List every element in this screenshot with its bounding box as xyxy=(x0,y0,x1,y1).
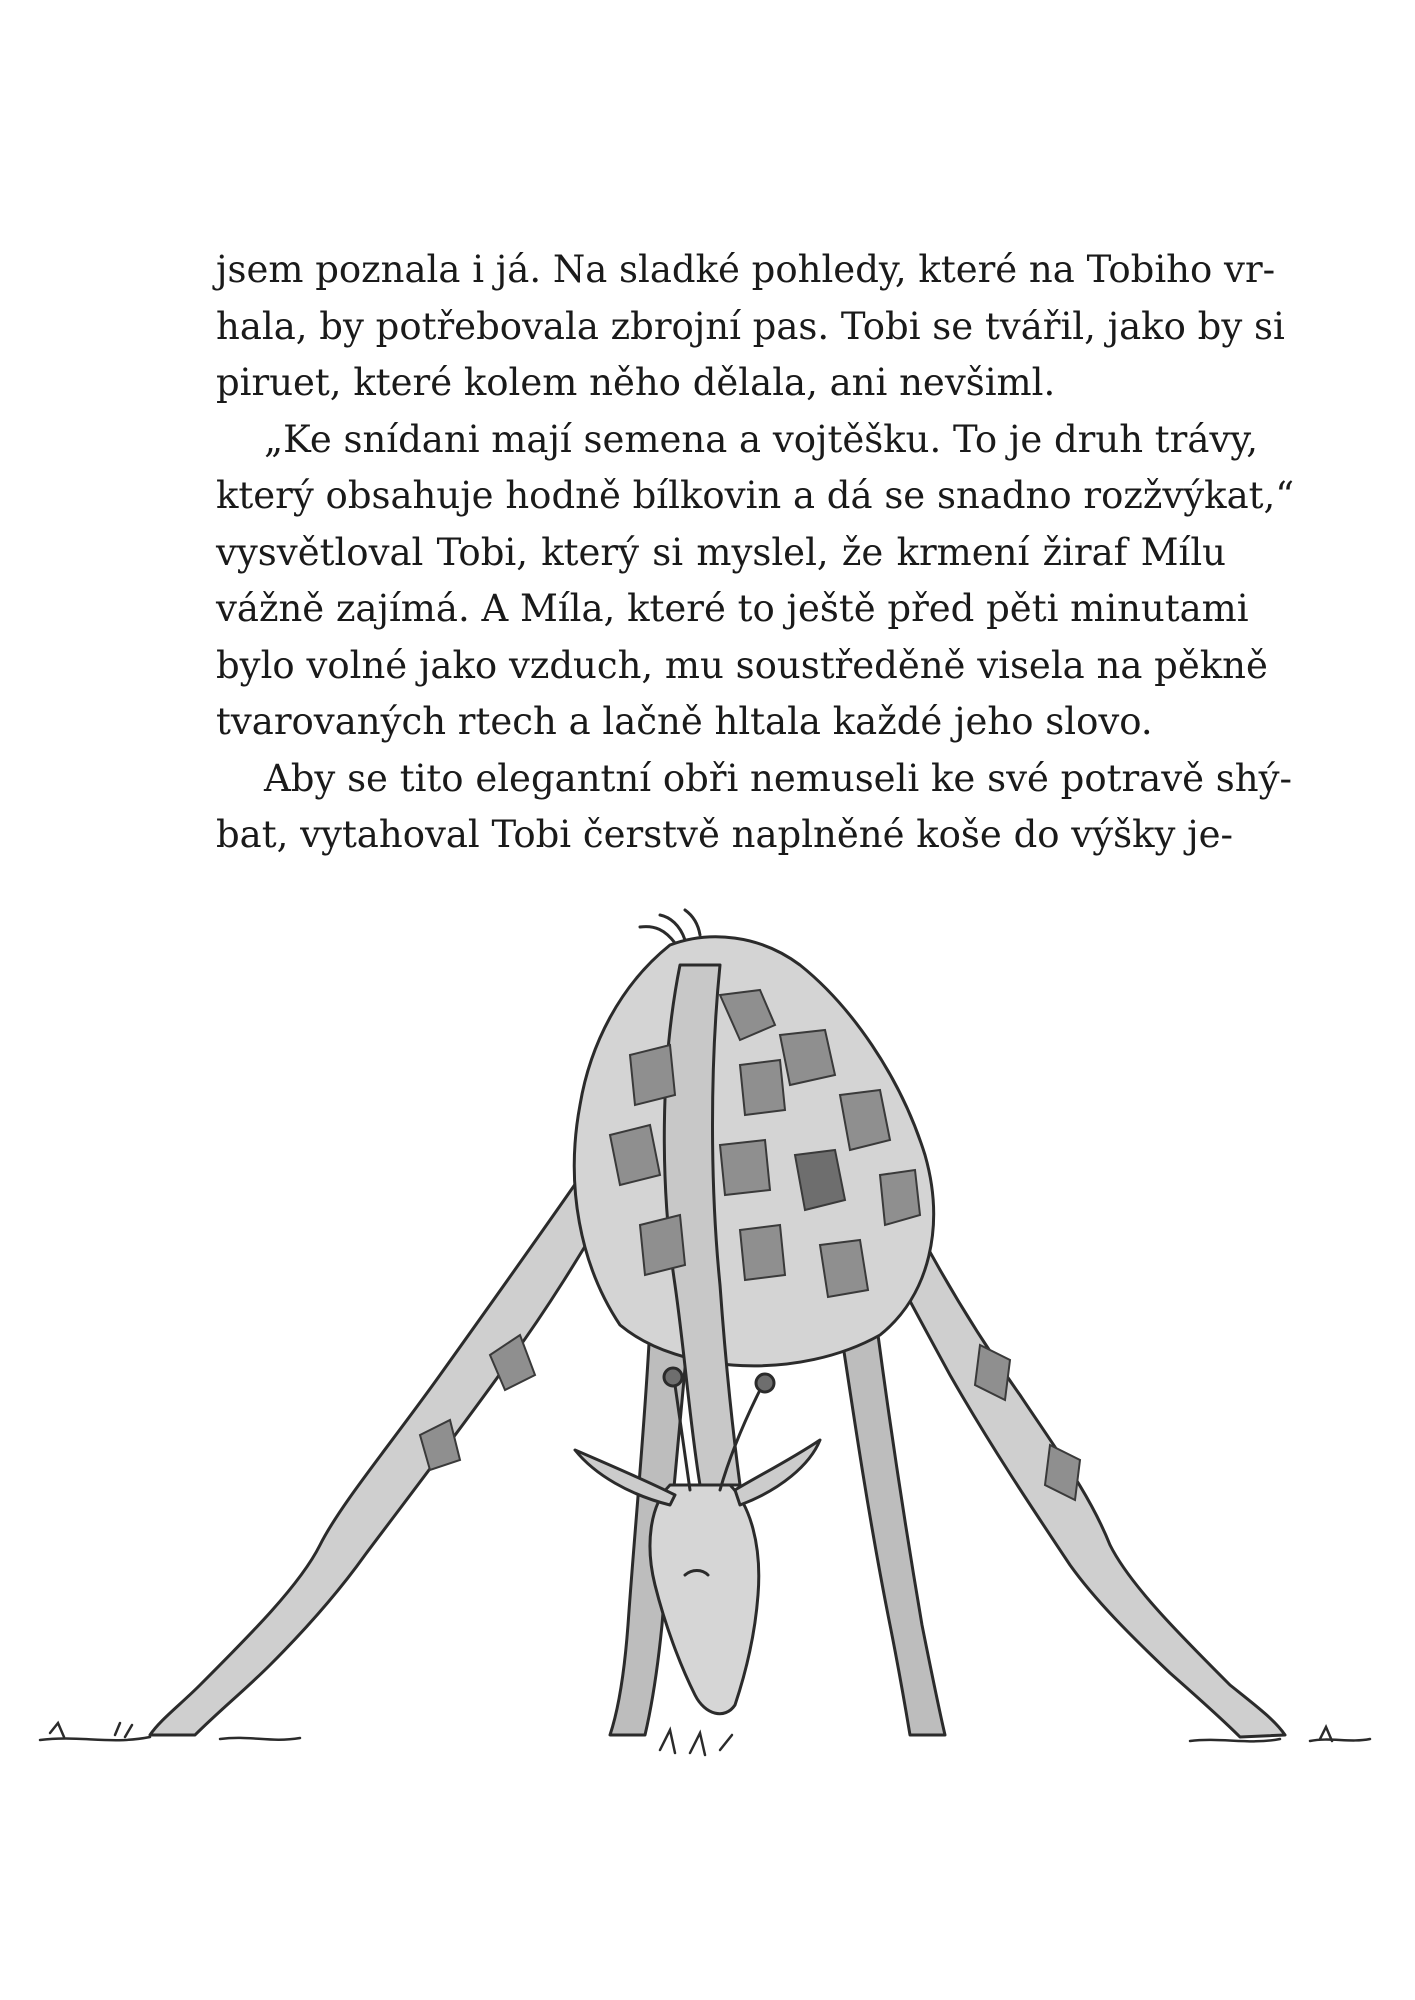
text-line: který obsahuje hodně bílkovin a dá se snadno rozžvýkat,“ xyxy=(216,474,1295,517)
text-line: bylo volné jako vzduch, mu soustředěně visela na pěkně xyxy=(216,643,1268,687)
text-line: piruet, které kolem něho dělala, ani nevšiml. xyxy=(216,361,1056,404)
text-line: hala, by potřebovala zbrojní pas. Tobi se tvářil, jako by si xyxy=(216,304,1285,348)
giraffe-grazing-illustration xyxy=(20,905,1400,1875)
text-line: bat, vytahoval Tobi čerstvě naplněné koše do výšky je- xyxy=(216,813,1234,856)
text-line: Aby se tito elegantní obři nemuseli ke své potravě shý- xyxy=(264,756,1292,800)
text-line: vážně zajímá. A Míla, které to ještě před pěti minutami xyxy=(216,587,1249,630)
text-line: „Ke snídani mají semena a vojtěšku. To je druh trávy, xyxy=(264,417,1259,461)
text-line: jsem poznala i já. Na sladké pohledy, které na Tobiho vr- xyxy=(216,248,1276,291)
body-text xyxy=(216,242,1295,864)
text-line: tvarovaných rtech a lačně hltala každé jeho slovo. xyxy=(216,700,1153,743)
text-line: vysvětloval Tobi, který si myslel, že krmení žiraf Mílu xyxy=(216,530,1226,574)
